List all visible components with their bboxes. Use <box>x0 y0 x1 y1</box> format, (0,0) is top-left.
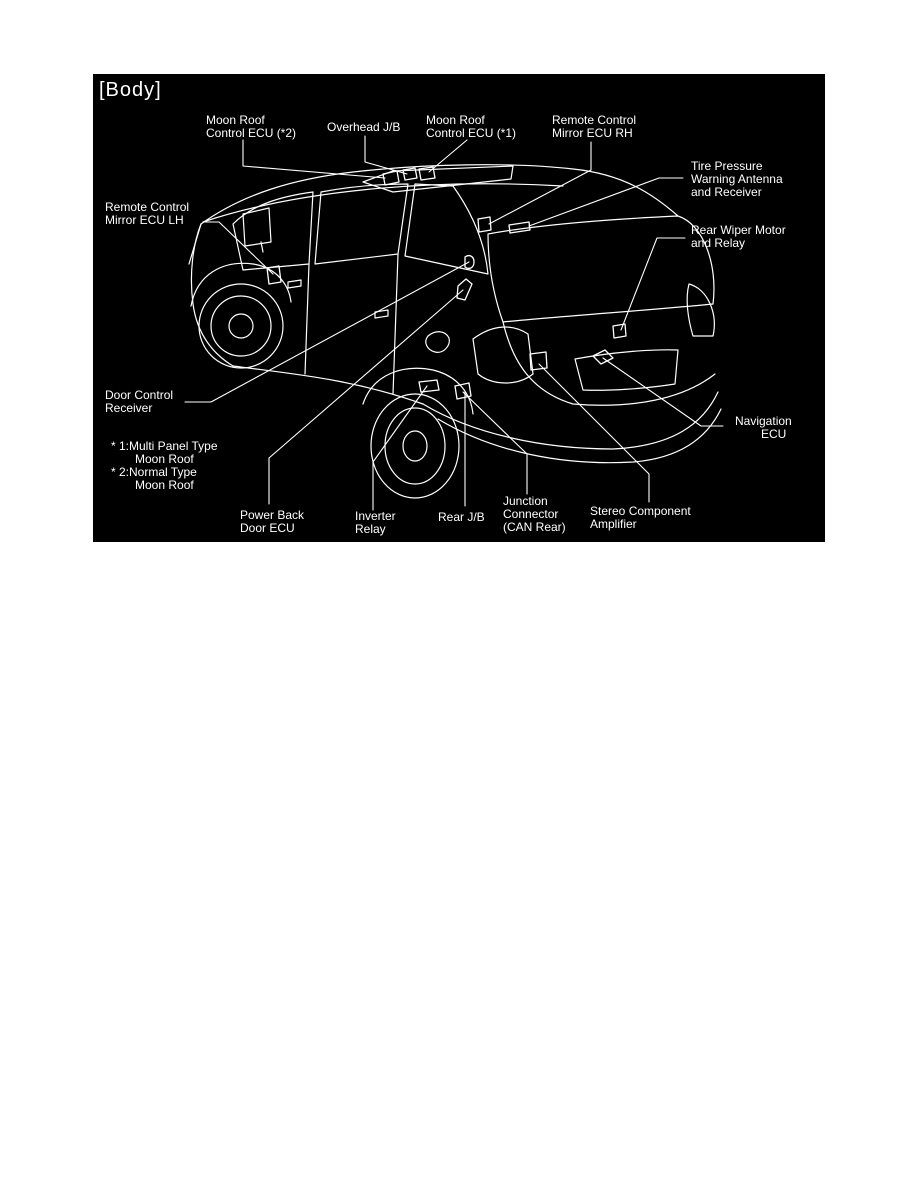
footnote-1-cont: Moon Roof <box>135 452 194 466</box>
label-overhead-jb: Overhead J/B <box>327 120 401 134</box>
label-inverter-relay: Inverter Relay <box>355 509 396 536</box>
car-body-outline <box>189 165 721 498</box>
label-mirror-ecu-rh: Remote Control Mirror ECU RH <box>552 113 637 140</box>
footnote-1: * 1:Multi Panel Type <box>111 439 218 453</box>
footnotes <box>111 440 218 492</box>
label-rear-jb: Rear J/B <box>438 510 485 524</box>
label-door-control-receiver: Door Control Receiver <box>105 388 174 415</box>
footnote-2-cont: Moon Roof <box>135 478 194 492</box>
inverter-relay-box <box>419 380 439 392</box>
label-moon-roof-ecu-1: Moon Roof Control ECU (*1) <box>426 113 517 140</box>
leader-lines <box>185 136 723 510</box>
label-tire-pressure: Tire Pressure Warning Antenna and Receiver <box>691 159 783 199</box>
power-back-door-box <box>457 279 472 300</box>
junction-connector-box <box>455 383 471 399</box>
label-mirror-ecu-lh: Remote Control Mirror ECU LH <box>105 200 190 227</box>
label-navigation-ecu: Navigation ECU <box>735 414 792 441</box>
rear-wiper-box <box>613 324 626 338</box>
component-markers <box>267 167 626 399</box>
body-component-diagram <box>93 74 825 542</box>
label-stereo-amplifier: Stereo Component Amplifier <box>590 504 691 531</box>
footnote-2: * 2:Normal Type <box>111 465 197 479</box>
label-rear-wiper: Rear Wiper Motor and Relay <box>691 223 786 250</box>
label-power-back-door-ecu: Power Back Door ECU <box>240 508 305 535</box>
label-junction-connector: Junction Connector (CAN Rear) <box>503 494 566 534</box>
diagram-title: [Body] <box>99 79 162 101</box>
label-moon-roof-ecu-2: Moon Roof Control ECU (*2) <box>206 113 297 140</box>
navigation-box <box>593 350 613 364</box>
